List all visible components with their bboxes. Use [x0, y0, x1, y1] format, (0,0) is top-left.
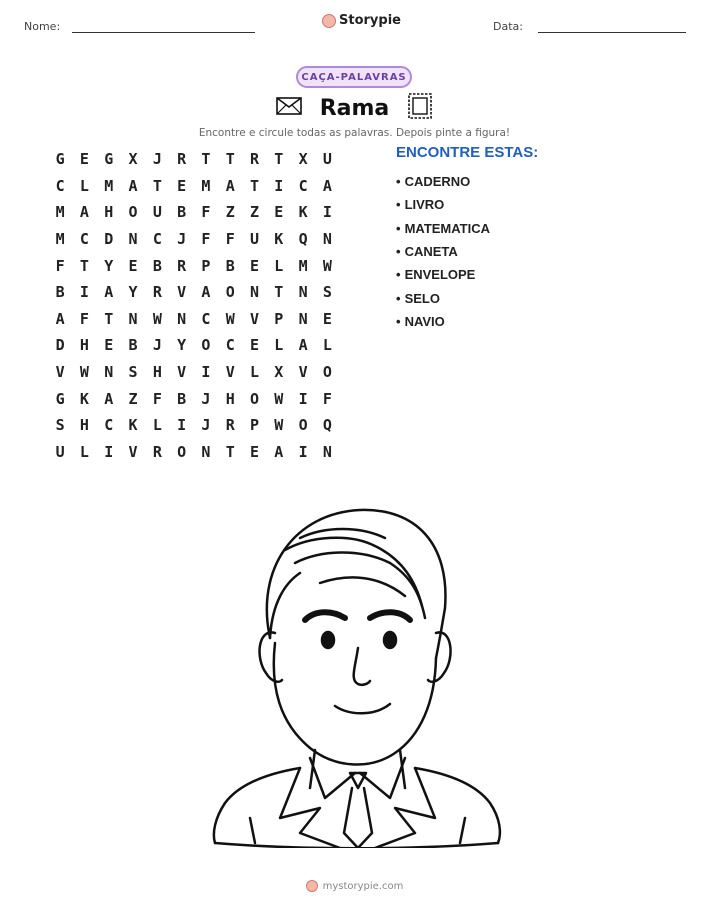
- grid-letter: A: [128, 176, 138, 195]
- grid-letter: T: [225, 442, 235, 461]
- grid-row: [48, 332, 340, 359]
- grid-row: [48, 306, 340, 333]
- grid-letter: W: [274, 416, 284, 435]
- grid-row: [48, 385, 340, 412]
- grid-letter: U: [152, 203, 162, 222]
- grid-letter: E: [250, 336, 260, 355]
- date-line: [538, 32, 686, 33]
- grid-letter: I: [274, 176, 284, 195]
- grid-letter: F: [322, 389, 332, 408]
- grid-letter: F: [225, 230, 235, 249]
- grid-letter: F: [201, 230, 211, 249]
- grid-row: [48, 359, 340, 386]
- grid-letter: O: [201, 336, 211, 355]
- grid-letter: I: [298, 389, 308, 408]
- grid-letter: B: [152, 256, 162, 275]
- grid-letter: H: [152, 363, 162, 382]
- grid-letter: C: [201, 309, 211, 328]
- grid-letter: W: [225, 309, 235, 328]
- grid-letter: I: [298, 442, 308, 461]
- grid-row: [48, 412, 340, 439]
- grid-letter: K: [298, 203, 308, 222]
- grid-letter: J: [152, 150, 162, 169]
- grid-letter: S: [322, 283, 332, 302]
- grid-letter: B: [128, 336, 138, 355]
- grid-letter: N: [104, 363, 114, 382]
- word-text: SELO: [404, 290, 440, 306]
- envelope-icon: [276, 96, 302, 120]
- grid-letter: R: [152, 442, 162, 461]
- grid-letter: V: [225, 363, 235, 382]
- grid-letter: C: [298, 176, 308, 195]
- name-label: Nome:: [24, 20, 61, 33]
- grid-letter: A: [225, 176, 235, 195]
- bullet: •: [396, 220, 401, 236]
- grid-letter: A: [104, 283, 114, 302]
- date-label: Data:: [493, 20, 523, 33]
- grid-letter: T: [225, 150, 235, 169]
- grid-letter: Q: [298, 230, 308, 249]
- grid-letter: T: [250, 176, 260, 195]
- stamp-icon: [407, 92, 433, 124]
- grid-letter: N: [250, 283, 260, 302]
- grid-letter: E: [250, 442, 260, 461]
- grid-letter: X: [128, 150, 138, 169]
- grid-letter: M: [298, 256, 308, 275]
- grid-letter: A: [104, 389, 114, 408]
- grid-letter: P: [274, 309, 284, 328]
- word-text: NAVIO: [404, 313, 445, 329]
- grid-row: [48, 146, 340, 173]
- grid-letter: T: [104, 309, 114, 328]
- grid-letter: N: [177, 309, 187, 328]
- grid-letter: Y: [104, 256, 114, 275]
- grid-letter: J: [152, 336, 162, 355]
- grid-letter: N: [322, 230, 332, 249]
- name-line: [72, 32, 255, 33]
- footer-url: mystorypie.com: [322, 880, 404, 892]
- bullet: •: [396, 174, 401, 190]
- bullet: •: [396, 313, 401, 329]
- grid-letter: L: [250, 363, 260, 382]
- grid-letter: U: [322, 150, 332, 169]
- grid-row: [48, 439, 340, 466]
- grid-letter: B: [225, 256, 235, 275]
- grid-letter: N: [128, 230, 138, 249]
- grid-letter: I: [201, 363, 211, 382]
- grid-letter: W: [152, 309, 162, 328]
- word-list-item: [396, 170, 490, 193]
- grid-letter: C: [104, 416, 114, 435]
- grid-letter: H: [79, 336, 89, 355]
- grid-letter: M: [55, 203, 65, 222]
- grid-letter: M: [201, 176, 211, 195]
- grid-letter: H: [104, 203, 114, 222]
- grid-letter: V: [177, 363, 187, 382]
- grid-letter: F: [55, 256, 65, 275]
- grid-letter: K: [274, 230, 284, 249]
- grid-letter: J: [177, 230, 187, 249]
- grid-letter: V: [177, 283, 187, 302]
- instructions: Encontre e circule todas as palavras. Depois pinte a figura!: [198, 127, 511, 139]
- grid-letter: C: [79, 230, 89, 249]
- grid-letter: K: [128, 416, 138, 435]
- grid-letter: N: [201, 442, 211, 461]
- grid-letter: G: [104, 150, 114, 169]
- grid-letter: E: [128, 256, 138, 275]
- bullet: •: [396, 244, 401, 260]
- grid-letter: N: [128, 309, 138, 328]
- grid-letter: Y: [128, 283, 138, 302]
- grid-letter: P: [250, 416, 260, 435]
- grid-row: [48, 199, 340, 226]
- grid-letter: I: [322, 203, 332, 222]
- grid-letter: J: [201, 416, 211, 435]
- grid-letter: E: [104, 336, 114, 355]
- storypie-logo-icon: [306, 880, 318, 892]
- grid-letter: Q: [322, 416, 332, 435]
- grid-letter: M: [55, 230, 65, 249]
- grid-letter: A: [79, 203, 89, 222]
- grid-letter: T: [152, 176, 162, 195]
- word-list-item: [396, 240, 490, 263]
- grid-letter: Z: [225, 203, 235, 222]
- grid-letter: X: [274, 363, 284, 382]
- category-badge: CAÇA-PALAVRAS: [296, 66, 412, 88]
- word-search-grid: [48, 146, 340, 465]
- grid-letter: W: [274, 389, 284, 408]
- grid-letter: P: [201, 256, 211, 275]
- grid-letter: B: [177, 203, 187, 222]
- grid-letter: K: [79, 389, 89, 408]
- word-list: [396, 170, 490, 333]
- grid-letter: W: [322, 256, 332, 275]
- grid-row: [48, 226, 340, 253]
- grid-letter: L: [322, 336, 332, 355]
- grid-letter: V: [128, 442, 138, 461]
- grid-letter: F: [152, 389, 162, 408]
- word-list-item: [396, 263, 490, 286]
- word-list-heading: ENCONTRE ESTAS:: [396, 144, 539, 161]
- word-text: LIVRO: [404, 197, 445, 213]
- grid-letter: O: [298, 416, 308, 435]
- grid-row: [48, 173, 340, 200]
- grid-letter: C: [225, 336, 235, 355]
- grid-letter: O: [250, 389, 260, 408]
- grid-letter: A: [201, 283, 211, 302]
- bullet: •: [396, 290, 401, 306]
- grid-letter: I: [177, 416, 187, 435]
- grid-letter: E: [250, 256, 260, 275]
- grid-letter: R: [225, 416, 235, 435]
- grid-letter: U: [55, 442, 65, 461]
- man-in-suit-illustration: [200, 488, 510, 848]
- storypie-logo-icon: [322, 14, 336, 28]
- grid-letter: V: [298, 363, 308, 382]
- grid-letter: T: [201, 150, 211, 169]
- grid-letter: E: [79, 150, 89, 169]
- grid-letter: F: [79, 309, 89, 328]
- grid-letter: O: [177, 442, 187, 461]
- word-list-item: [396, 310, 490, 333]
- grid-letter: A: [322, 176, 332, 195]
- grid-letter: W: [79, 363, 89, 382]
- grid-letter: E: [177, 176, 187, 195]
- grid-letter: E: [274, 203, 284, 222]
- grid-letter: N: [298, 283, 308, 302]
- word-text: ENVELOPE: [404, 267, 476, 283]
- grid-letter: H: [79, 416, 89, 435]
- grid-letter: G: [55, 389, 65, 408]
- word-text: CANETA: [404, 244, 458, 260]
- grid-letter: H: [225, 389, 235, 408]
- grid-letter: I: [104, 442, 114, 461]
- grid-letter: A: [298, 336, 308, 355]
- grid-letter: L: [274, 256, 284, 275]
- brand: [322, 13, 401, 28]
- grid-letter: M: [104, 176, 114, 195]
- page-title: Rama: [319, 95, 390, 121]
- bullet: •: [396, 267, 401, 283]
- grid-letter: S: [128, 363, 138, 382]
- word-text: CADERNO: [404, 174, 471, 190]
- word-text: MATEMATICA: [404, 220, 491, 236]
- grid-letter: C: [152, 230, 162, 249]
- grid-letter: O: [225, 283, 235, 302]
- grid-letter: T: [274, 283, 284, 302]
- grid-row: [48, 252, 340, 279]
- grid-letter: A: [274, 442, 284, 461]
- grid-letter: J: [201, 389, 211, 408]
- grid-letter: V: [55, 363, 65, 382]
- grid-letter: E: [322, 309, 332, 328]
- grid-letter: S: [55, 416, 65, 435]
- grid-row: [48, 279, 340, 306]
- grid-letter: C: [55, 176, 65, 195]
- grid-letter: Z: [128, 389, 138, 408]
- grid-letter: B: [177, 389, 187, 408]
- grid-letter: L: [79, 442, 89, 461]
- grid-letter: T: [79, 256, 89, 275]
- bullet: •: [396, 197, 401, 213]
- grid-letter: V: [250, 309, 260, 328]
- word-list-item: [396, 286, 490, 309]
- grid-letter: X: [298, 150, 308, 169]
- word-list-item: [396, 217, 490, 240]
- grid-letter: D: [104, 230, 114, 249]
- grid-letter: L: [79, 176, 89, 195]
- grid-letter: R: [152, 283, 162, 302]
- word-list-item: [396, 193, 490, 216]
- grid-letter: I: [79, 283, 89, 302]
- grid-letter: T: [274, 150, 284, 169]
- grid-letter: R: [177, 256, 187, 275]
- grid-letter: Z: [250, 203, 260, 222]
- grid-letter: D: [55, 336, 65, 355]
- grid-letter: O: [128, 203, 138, 222]
- brand-name: Storypie: [339, 13, 401, 28]
- grid-letter: Y: [177, 336, 187, 355]
- grid-letter: L: [152, 416, 162, 435]
- grid-letter: B: [55, 283, 65, 302]
- grid-letter: A: [55, 309, 65, 328]
- grid-letter: R: [177, 150, 187, 169]
- grid-letter: G: [55, 150, 65, 169]
- grid-letter: F: [201, 203, 211, 222]
- grid-letter: U: [250, 230, 260, 249]
- grid-letter: N: [298, 309, 308, 328]
- grid-letter: R: [250, 150, 260, 169]
- grid-letter: L: [274, 336, 284, 355]
- footer: [0, 880, 709, 892]
- grid-letter: N: [322, 442, 332, 461]
- grid-letter: O: [322, 363, 332, 382]
- title-row: [0, 92, 709, 124]
